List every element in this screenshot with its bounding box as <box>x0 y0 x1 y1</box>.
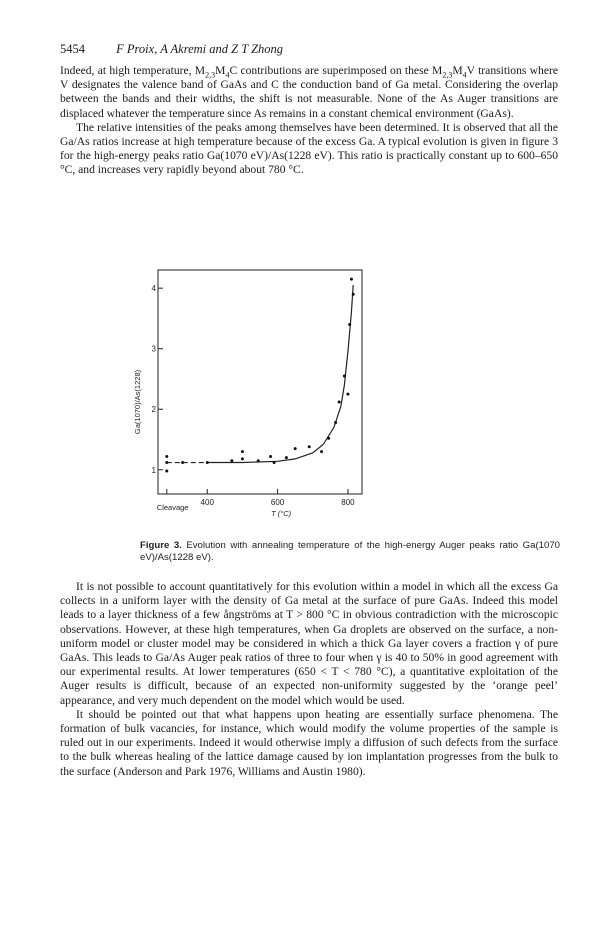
y-tick-label: 4 <box>151 284 156 294</box>
running-header <box>60 42 560 57</box>
y-tick-label: 2 <box>151 405 156 415</box>
x-tick-label: 600 <box>270 498 285 507</box>
y-axis-label: Ga(1070)/As(1228) <box>133 369 142 435</box>
data-point <box>165 455 168 458</box>
x-tick-label: 800 <box>341 498 355 507</box>
data-point <box>320 450 323 453</box>
data-point <box>348 323 351 326</box>
x-axis-label: T (°C) <box>271 509 292 518</box>
figure-caption <box>140 540 560 564</box>
data-point <box>346 393 349 396</box>
data-point <box>165 461 168 464</box>
plot-frame <box>158 270 362 494</box>
text-block-top <box>60 64 558 178</box>
data-point <box>230 459 233 462</box>
data-point <box>308 445 311 448</box>
data-point <box>294 447 297 450</box>
paragraph-3: It is not possible to account quantitatively for this evolution within a model in which all the excess Ga collects in a uniform layer with the density of Ga metal at the surface of pure GaAs. Indeed this model leads to a layer thickness of a few ångströms at T > 800 °C in obvious contradiction with the microscopic observations. However, at these high temperatures, when Ga droplets are observed on the surface, a non-uniform model or cluster model may be considered in which a thick Ga layer covers a fraction γ of pure GaAs. This leads to Ga/As Auger peak ratios of three to four when γ is 40 to 50% in good agreement with our experimental results. At lower temperatures (650 < T < 780 °C), a quantitative exploitation of the Auger results is difficult, because of an expected non-uniformity suggested by the ‘orange peel’ appearance, and very much dependent on the model which would be used. <box>60 580 558 707</box>
x-tick-label: 400 <box>200 498 214 507</box>
chart-axes <box>158 270 362 494</box>
data-point <box>334 421 337 424</box>
data-point <box>269 455 272 458</box>
chart-labels <box>133 284 355 518</box>
data-point <box>257 459 260 462</box>
data-point <box>327 437 330 440</box>
data-point <box>285 456 288 459</box>
data-point <box>241 457 244 460</box>
figure-3-chart <box>120 262 400 524</box>
caption-text: Evolution with annealing temperature of the high-energy Auger peaks ratio Ga(1070 eV)/As(1228 eV). <box>140 540 560 563</box>
text-block-bottom <box>60 580 558 779</box>
data-point <box>352 293 355 296</box>
data-point <box>241 450 244 453</box>
fit-curve <box>207 285 353 462</box>
data-point <box>165 469 168 472</box>
y-tick-label: 1 <box>151 465 156 475</box>
data-point <box>350 278 353 281</box>
y-tick-label: 3 <box>151 344 156 354</box>
caption-label: Figure 3. <box>140 540 182 551</box>
data-point <box>338 400 341 403</box>
data-point <box>343 374 346 377</box>
data-point <box>181 461 184 464</box>
cleavage-label: Cleavage <box>156 503 189 512</box>
paragraph-2: The relative intensities of the peaks among themselves have been determined. It is observed that all the Ga/As ratios increase at high temperature because of the excess Ga. A typical evolution is given in figure 3 for the high-energy peaks ratio Ga(1070 eV)/As(1228 eV). This ratio is practically constant up to 600–650 °C, and increases very rapidly beyond about 780 °C. <box>60 120 558 177</box>
chart-marks <box>165 278 354 473</box>
paragraph-4: It should be pointed out that what happens upon heating are essentially surface phenomena. The formation of bulk vacancies, for instance, which would modify the volume properties of the sample is ruled out in our experiments. Indeed it would otherwise imply a diffusion of such defects from the surface to the bulk whereas healing of the lattice damage caused by ion implantation progresses from the bulk to the surface (Anderson and Park 1976, Williams and Austin 1980). <box>60 707 558 778</box>
figure-3 <box>120 262 400 524</box>
running-authors: F Proix, A Akremi and Z T Zhong <box>116 42 284 56</box>
data-point <box>273 461 276 464</box>
page-number: 5454 <box>60 42 85 56</box>
paragraph-1: Indeed, at high temperature, $M_{2,3}M_4C$ contributions are superimposed on these $M_{2,3}M_4V$ transitions where V designates the valence band of GaAs and C the conduction band of Ga metal. Considering the overlap between the bands and their widths, the shift is not measurable. None of the As Auger transitions are displaced whatever the temperature since As remains in a constant chemical environment (GaAs). <box>60 64 558 120</box>
data-point <box>206 461 209 464</box>
